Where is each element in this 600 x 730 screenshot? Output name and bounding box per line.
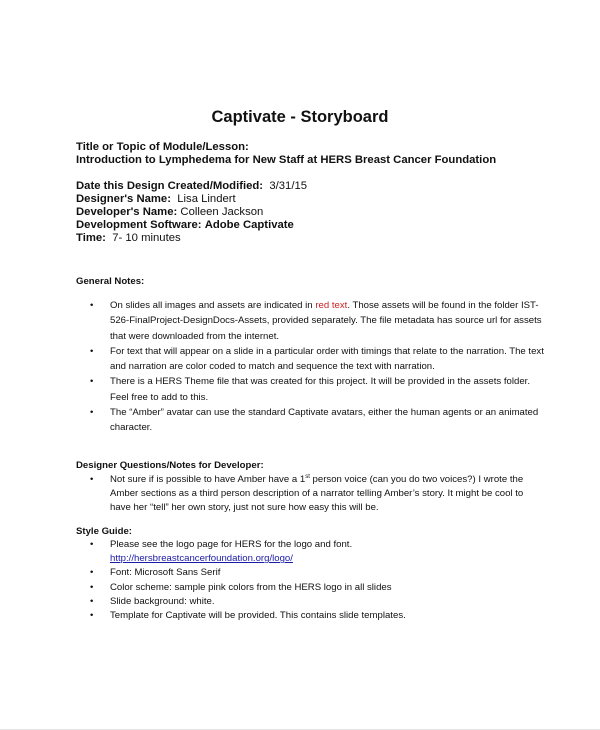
list-item — [76, 298, 546, 344]
bullet-icon: • — [90, 376, 94, 388]
developer-label: Developer's Name: — [76, 206, 178, 218]
list-item — [76, 405, 546, 436]
date-row — [76, 180, 307, 193]
bullet-icon: • — [90, 474, 94, 485]
topic-block — [76, 141, 496, 167]
document-title: Captivate - Storyboard — [211, 108, 389, 126]
designer-questions-heading: Designer Questions/Notes for Developer: — [76, 460, 264, 471]
time-row — [76, 232, 307, 245]
list-item — [76, 566, 546, 580]
bullet-icon: • — [90, 407, 94, 419]
bullet-icon: • — [90, 300, 94, 311]
bullet-icon: • — [90, 345, 94, 357]
designer-questions-list — [76, 473, 546, 516]
designer-value: Lisa Lindert — [177, 193, 236, 205]
hers-logo-link[interactable]: http://hersbreastcancerfoundation.org/logo/ — [110, 553, 293, 565]
bullet-icon: • — [90, 567, 94, 579]
topic-value: Introduction to Lymphedema for New Staff at HERS Breast Cancer Foundation — [76, 154, 497, 166]
style-guide-heading: Style Guide: — [76, 526, 132, 537]
note-text: Please see the logo page for HERS for the logo and font. — [110, 539, 353, 550]
general-notes-heading: General Notes: — [76, 276, 145, 287]
bullet-icon: • — [90, 539, 94, 550]
note-text: Color scheme: sample pink colors from the HERS logo in all slides — [110, 581, 392, 593]
time-value: 7- 10 minutes — [112, 232, 181, 244]
note-text: On slides all images and assets are indicated in — [110, 300, 316, 311]
superscript: st — [305, 473, 310, 480]
list-item — [76, 473, 546, 516]
date-label: Date this Design Created/Modified: — [76, 180, 264, 192]
designer-label: Designer's Name: — [76, 193, 171, 205]
note-text: . Those assets will be found in the folder IST-526-FinalProject-DesignDocs-Assets, provided separately. The file metadata has source url for assets that were downloaded from the internet. — [110, 300, 542, 342]
note-text: Slide background: white. — [110, 595, 215, 607]
note-text: For text that will appear on a slide in a particular order with timings that relate to the narration. The text and narration are color coded to match and sequence the text with narration. — [110, 345, 544, 373]
list-item — [76, 581, 546, 595]
designer-row — [76, 193, 307, 206]
note-text: Not sure if is possible to have Amber have a 1 — [110, 474, 306, 485]
list-item — [76, 344, 546, 375]
list-item — [76, 538, 546, 566]
topic-label: Title or Topic of Module/Lesson: — [76, 141, 249, 153]
bullet-icon: • — [90, 595, 94, 607]
developer-row — [76, 206, 307, 219]
style-guide-list — [76, 538, 546, 623]
note-text: The “Amber” avatar can use the standard Captivate avatars, either the human agents or an animated character. — [110, 407, 539, 434]
list-item — [76, 374, 546, 405]
note-text: There is a HERS Theme file that was created for this project. It will be provided in the assets folder. Feel free to add to this. — [110, 376, 531, 403]
time-label: Time: — [76, 232, 106, 244]
bullet-icon: • — [90, 610, 94, 622]
meta-block — [76, 180, 307, 245]
software-label: Development Software: — [76, 219, 202, 231]
date-value: 3/31/15 — [269, 180, 308, 192]
list-item — [76, 595, 546, 609]
list-item — [76, 609, 546, 623]
note-text: Font: Microsoft Sans Serif — [110, 567, 221, 579]
red-text-sample: red text — [315, 300, 348, 311]
note-text: person voice (can you do two voices?) I wrote the Amber sections as a third person description of a narrator telling Amber’s story. It might be cool to have her “tell” her own story, just not sure how easy this will be. — [110, 474, 524, 514]
note-text: Template for Captivate will be provided. This contains slide templates. — [110, 610, 406, 622]
bullet-icon: • — [90, 581, 94, 593]
software-value: Adobe Captivate — [204, 219, 294, 231]
developer-value: Colleen Jackson — [180, 206, 264, 218]
general-notes-list — [76, 298, 546, 436]
software-row — [76, 219, 307, 232]
